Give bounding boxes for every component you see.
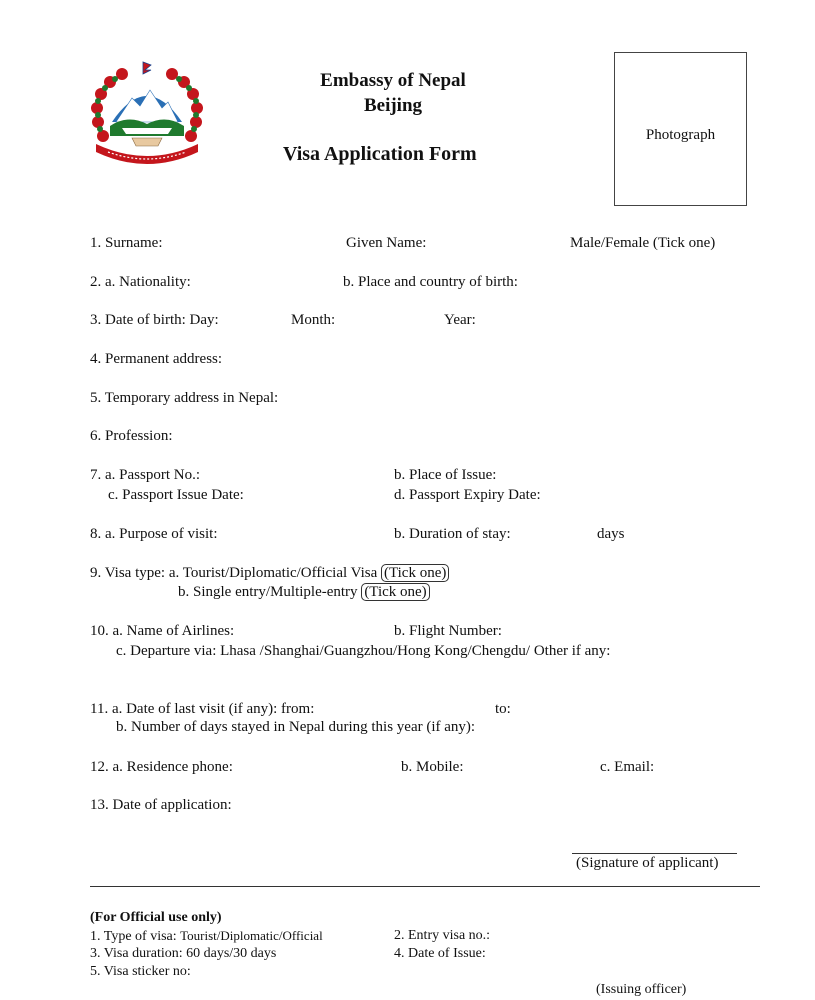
official-visa-type: [90, 928, 323, 945]
embassy-name: Embassy of Nepal: [320, 70, 466, 91]
last-visit-label: 11. a. Date of last visit (if any): from:: [90, 701, 315, 717]
last-visit-to-label: to:: [495, 701, 511, 717]
nationality-label: 2. a. Nationality:: [90, 274, 191, 290]
entry-type-label: b. Single entry/Multiple-entry: [178, 584, 358, 600]
tick-one-note: (Tick one): [361, 583, 429, 601]
dob-day-label: 3. Date of birth: Day:: [90, 312, 219, 328]
given-name-label: Given Name:: [346, 235, 427, 251]
dob-year-label: Year:: [444, 312, 476, 328]
passport-expiry-date-label: d. Passport Expiry Date:: [394, 487, 541, 503]
official-use-heading: (For Official use only): [90, 910, 222, 925]
surname-label: 1. Surname:: [90, 235, 163, 251]
official-visa-type-label: 1. Type of visa:: [90, 929, 181, 944]
passport-issue-date-label: c. Passport Issue Date:: [108, 487, 244, 503]
days-stayed-label: b. Number of days stayed in Nepal during this year (if any):: [116, 719, 476, 735]
birthplace-label: b. Place and country of birth:: [343, 274, 518, 290]
visa-sticker-no-label: 5. Visa sticker no:: [90, 964, 191, 979]
entry-type-line: [178, 584, 430, 601]
days-label: days: [597, 526, 625, 542]
passport-no-label: 7. a. Passport No.:: [90, 467, 200, 483]
nepal-emblem-icon: [88, 60, 206, 172]
date-of-issue-label: 4. Date of Issue:: [394, 946, 486, 961]
photograph-label: Photograph: [645, 127, 716, 143]
permanent-address-label: 4. Permanent address:: [90, 351, 223, 367]
signature-label: (Signature of applicant): [576, 855, 719, 871]
form-title: Visa Application Form: [283, 143, 477, 165]
official-visa-type-value: Tourist/Diplomatic/Official: [180, 928, 323, 943]
mobile-label: b. Mobile:: [401, 759, 464, 775]
dob-month-label: Month:: [291, 312, 336, 328]
purpose-label: 8. a. Purpose of visit:: [90, 526, 218, 542]
tick-one-note: (Tick one): [381, 564, 449, 582]
section-divider: [90, 886, 760, 887]
duration-label: b. Duration of stay:: [394, 526, 511, 542]
embassy-city: Beijing: [363, 95, 423, 116]
visa-type-label: 9. Visa type: a. Tourist/Diplomatic/Official Visa: [90, 565, 378, 581]
place-of-issue-label: b. Place of Issue:: [394, 467, 497, 483]
sex-label: Male/Female (Tick one): [570, 235, 716, 251]
visa-duration-label: 3. Visa duration: 60 days/30 days: [90, 946, 277, 961]
flight-number-label: b. Flight Number:: [394, 623, 502, 639]
airlines-label: 10. a. Name of Airlines:: [90, 623, 235, 639]
profession-label: 6. Profession:: [90, 428, 173, 444]
signature-line: [572, 853, 737, 854]
application-date-label: 13. Date of application:: [90, 797, 232, 813]
residence-phone-label: 12. a. Residence phone:: [90, 759, 233, 775]
issuing-officer-label: (Issuing officer): [596, 982, 687, 997]
temporary-address-label: 5. Temporary address in Nepal:: [90, 390, 279, 406]
visa-type-line: [90, 565, 449, 582]
email-label: c. Email:: [600, 759, 655, 775]
photograph-box: [614, 52, 747, 206]
departure-via-label: c. Departure via: Lhasa /Shanghai/Guangzhou/Hong Kong/Chengdu/ Other if any:: [116, 643, 611, 659]
entry-visa-no-label: 2. Entry visa no.:: [394, 928, 491, 943]
